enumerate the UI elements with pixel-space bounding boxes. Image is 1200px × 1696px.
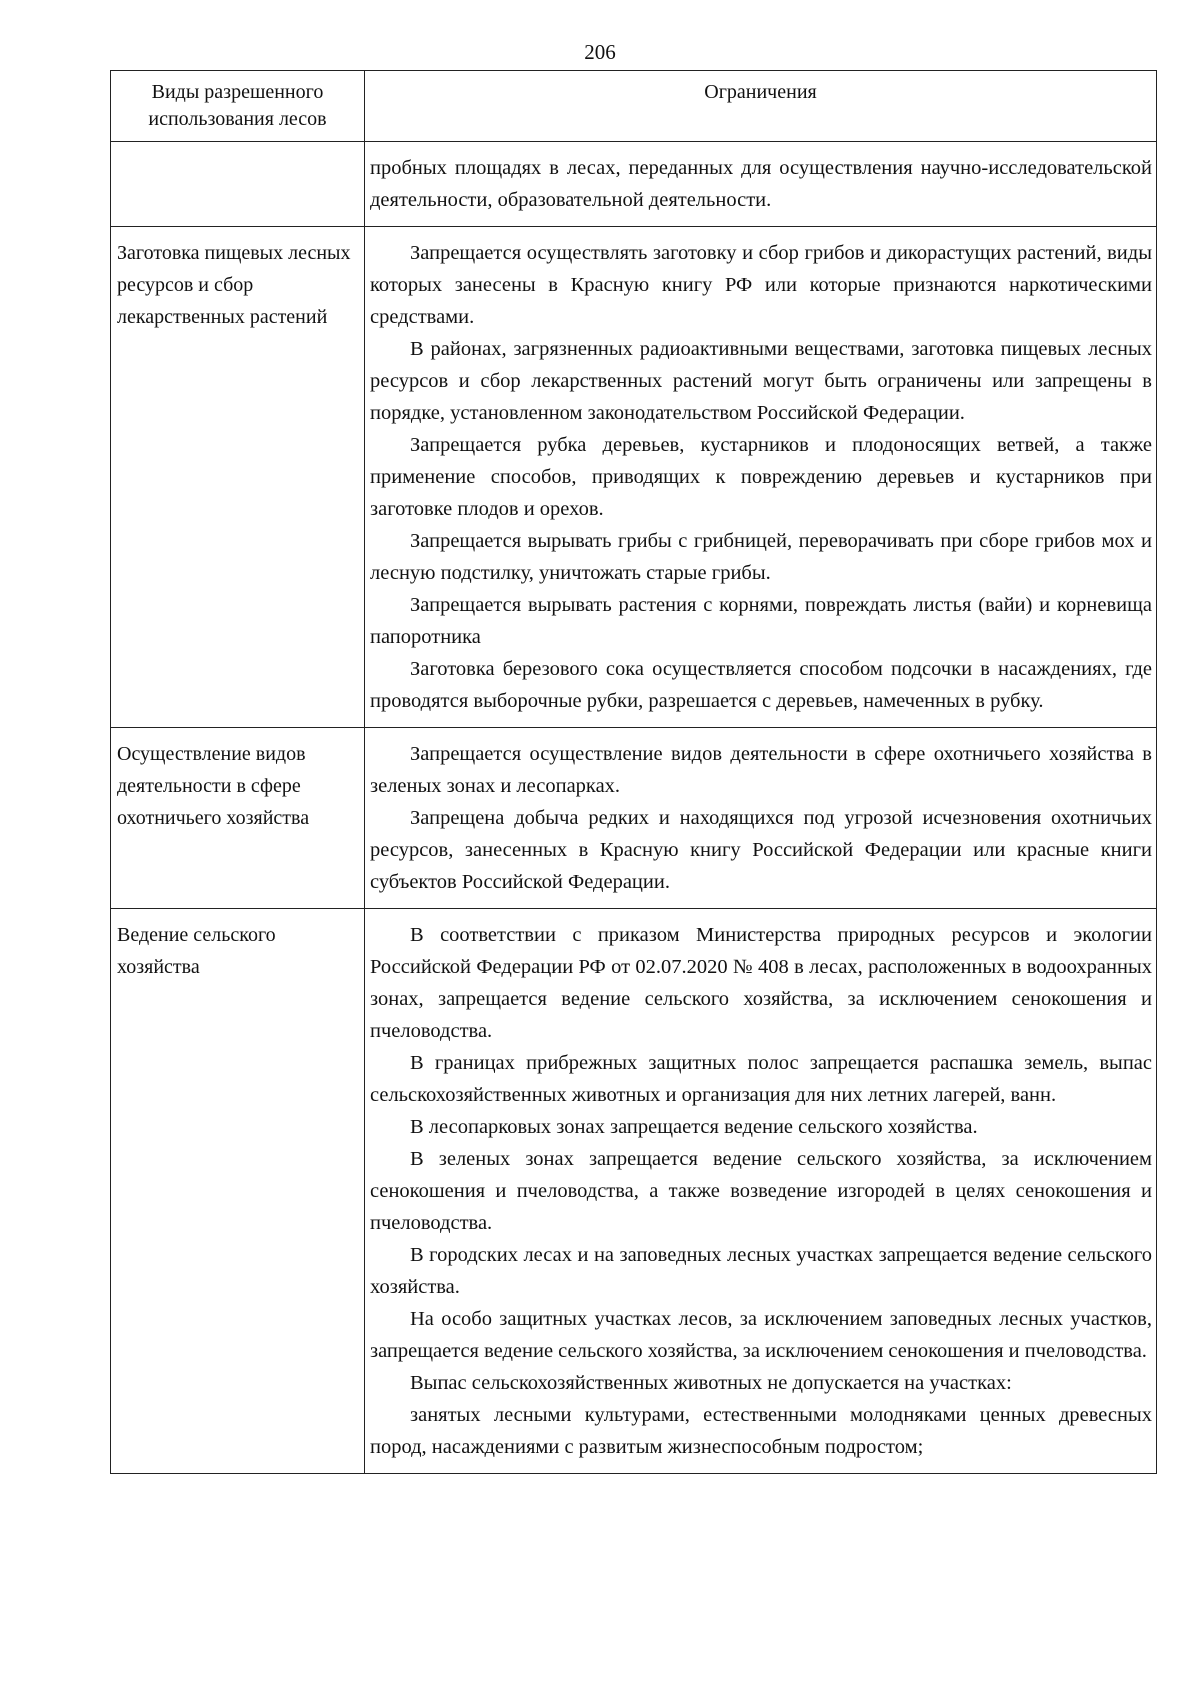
restriction-paragraph: Запрещается вырывать растения с корнями, повреждать листья (вайи) и корневища папоротника [370,594,1152,648]
restriction-paragraph: Запрещается осуществлять заготовку и сбор грибов и дикорастущих растений, виды которых занесены в Красную книгу РФ или которые признаются наркотическими средствами. [370,242,1152,328]
restriction-paragraph: В зеленых зонах запрещается ведение сельского хозяйства, за исключением сенокошения и пчеловодства, а также возведение изгородей в целях сенокошения и пчеловодства. [370,1148,1152,1234]
restrictions-cell [365,728,1157,909]
restriction-paragraph: В лесопарковых зонах запрещается ведение сельского хозяйства. [410,1116,978,1138]
restriction-paragraph: Заготовка березового сока осуществляется способом подсочки в насаждениях, где проводятся выборочные рубки, разрешается с деревьев, намеченных в рубку. [370,658,1152,712]
table-row [111,142,1157,227]
usage-type-cell: Заготовка пищевых лесных ресурсов и сбор лекарственных растений [111,227,365,728]
restriction-paragraph: На особо защитных участках лесов, за исключением заповедных лесных участков, запрещается ведение сельского хозяйства, за исключением сенокошения и пчеловодства. [370,1308,1152,1362]
usage-type-cell: Ведение сельского хозяйства [111,909,365,1474]
column-header-restrictions: Ограничения [365,71,1157,142]
restriction-paragraph: В соответствии с приказом Министерства природных ресурсов и экологии Российской Федерации РФ от 02.07.2020 № 408 в лесах, расположенных в водоохранных зонах, запрещается ведение сельского хозяйства, за исключением сенокошения и пчеловодства. [370,924,1152,1042]
restrictions-table [110,70,1157,1474]
table-header-row [111,71,1157,142]
page-number: 206 [584,40,616,64]
usage-type-cell: Осуществление видов деятельности в сфере охотничьего хозяйства [111,728,365,909]
restriction-paragraph: Запрещена добыча редких и находящихся под угрозой исчезновения охотничьих ресурсов, занесенных в Красную книгу Российской Федерации или красные книги субъектов Российской Федерации. [370,807,1152,893]
restrictions-cell [365,909,1157,1474]
restriction-paragraph: пробных площадях в лесах, переданных для осуществления научно-исследовательской деятельности, образовательной деятельности. [370,157,1152,211]
restriction-paragraph: В городских лесах и на заповедных лесных участках запрещается ведение сельского хозяйства. [370,1244,1152,1298]
column-header-usage-types: Виды разрешенного использования лесов [111,71,365,142]
table-row [111,909,1157,1474]
restriction-paragraph: В районах, загрязненных радиоактивными веществами, заготовка пищевых лесных ресурсов и сбор лекарственных растений могут быть ограничены или запрещены в порядке, установленном законодательством Российской Федерации. [370,338,1152,424]
restriction-paragraph: В границах прибрежных защитных полос запрещается распашка земель, выпас сельскохозяйственных животных и организация для них летних лагерей, ванн. [370,1052,1152,1106]
restriction-paragraph: занятых лесными культурами, естественными молодняками ценных древесных пород, насаждениями с развитым жизнеспособным подростом; [370,1404,1152,1458]
restriction-paragraph: Запрещается осуществление видов деятельности в сфере охотничьего хозяйства в зеленых зонах и лесопарках. [370,743,1152,797]
table-row [111,728,1157,909]
table-row [111,227,1157,728]
restrictions-cell [365,142,1157,227]
restriction-paragraph: Запрещается рубка деревьев, кустарников и плодоносящих ветвей, а также применение способов, приводящих к повреждению деревьев и кустарников при заготовке плодов и орехов. [370,434,1152,520]
restriction-paragraph: Выпас сельскохозяйственных животных не допускается на участках: [410,1372,1012,1394]
restrictions-cell [365,227,1157,728]
usage-type-cell [111,142,365,227]
restriction-paragraph: Запрещается вырывать грибы с грибницей, переворачивать при сборе грибов мох и лесную подстилку, уничтожать старые грибы. [370,530,1152,584]
